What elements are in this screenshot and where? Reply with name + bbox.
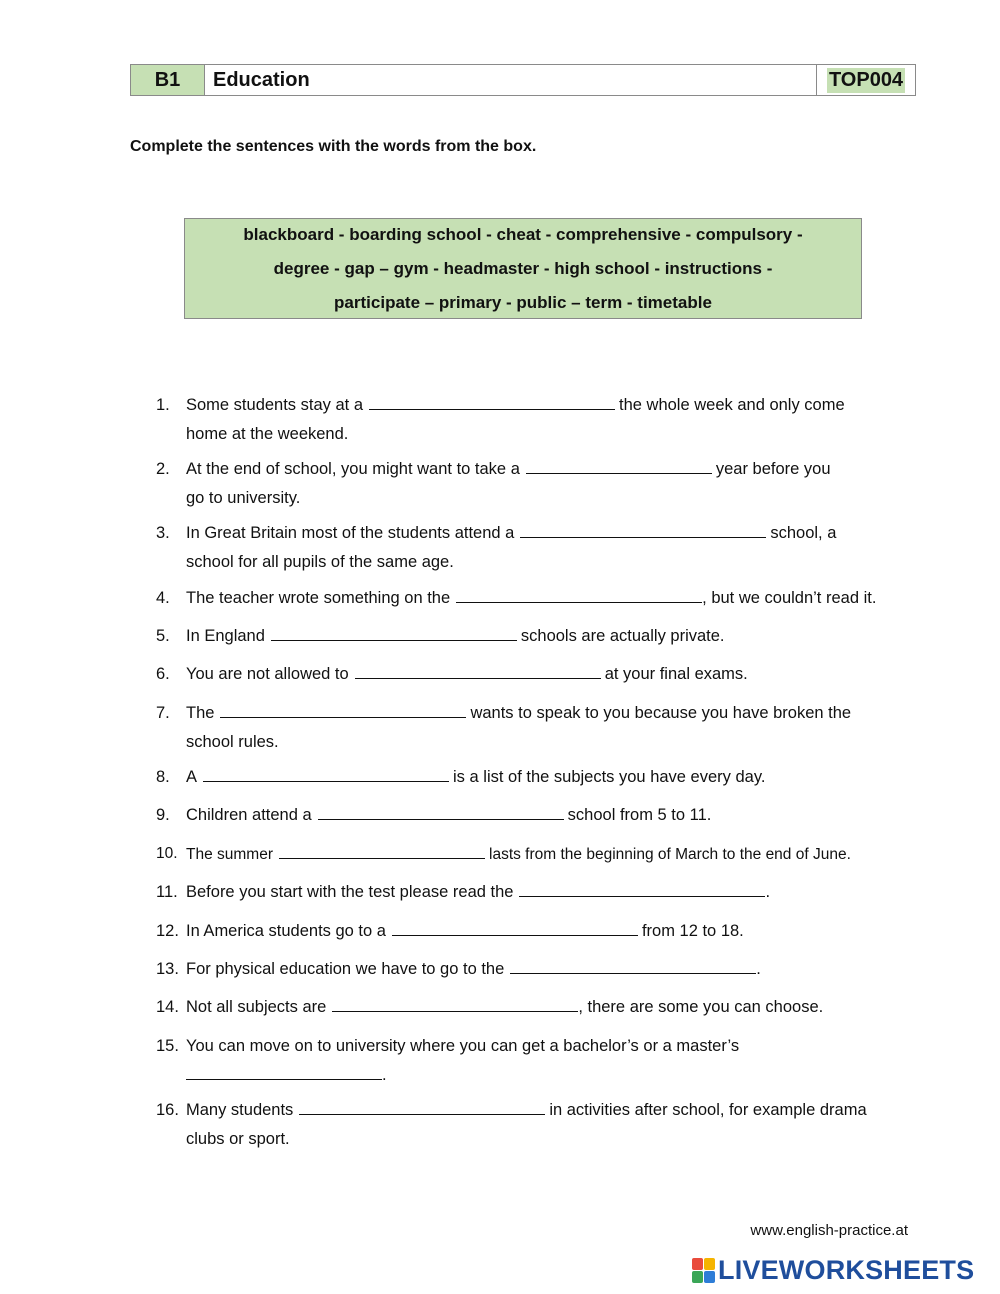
answer-blank[interactable] [186, 1066, 382, 1080]
item-number: 2. [156, 460, 170, 478]
sentence-text: Before you start with the test please read the [186, 883, 514, 901]
sentence-text: in activities after school, for example drama [549, 1101, 867, 1119]
sentence-text: schools are actually private. [520, 627, 725, 645]
answer-blank[interactable] [392, 922, 638, 936]
item-number: 7. [156, 704, 170, 722]
sentence-text: The [186, 704, 215, 722]
answer-blank[interactable] [220, 704, 466, 718]
sentence-text: , there are some you can choose. [578, 998, 824, 1016]
answer-blank[interactable] [203, 768, 449, 782]
sentence-text: In England [186, 627, 265, 645]
item-number: 9. [156, 806, 170, 824]
sentence-continuation: clubs or sport. [186, 1130, 290, 1148]
answer-blank[interactable] [526, 460, 712, 474]
sentence-text: year before you [715, 460, 831, 478]
sentence-continuation: school rules. [186, 733, 279, 751]
sentence-text: wants to speak to you because you have broken the [470, 704, 852, 722]
item-number: 10. [156, 845, 178, 862]
sentence-text: school from 5 to 11. [567, 806, 712, 824]
sentence-continuation: go to university. [186, 489, 301, 507]
sentence-text: For physical education we have to go to the [186, 960, 505, 978]
sentence-text: Not all subjects are [186, 998, 327, 1016]
sentence-continuation: school for all pupils of the same age. [186, 553, 454, 571]
item-number: 1. [156, 396, 170, 414]
sentence-text: In Great Britain most of the students attend a [186, 524, 515, 542]
item-number: 4. [156, 589, 170, 607]
answer-blank[interactable] [456, 589, 702, 603]
sentence-text: is a list of the subjects you have every day. [453, 768, 766, 786]
sentence-text: Some students stay at a [186, 396, 364, 414]
item-number: 13. [156, 960, 179, 978]
item-number: 14. [156, 998, 179, 1016]
sentence-text: You are not allowed to [186, 665, 349, 683]
sentence-text: school, a [770, 524, 837, 542]
answer-blank[interactable] [520, 524, 766, 538]
sentence-text: Children attend a [186, 806, 312, 824]
item-number: 3. [156, 524, 170, 542]
sentence-text: from 12 to 18. [641, 922, 744, 940]
item-number: 8. [156, 768, 170, 786]
sentence-text: , but we couldn’t read it. [702, 589, 877, 607]
sentence-text: . [756, 960, 761, 978]
header-table [130, 64, 916, 96]
item-number: 12. [156, 922, 179, 940]
sentence-text: The teacher wrote something on the [186, 589, 451, 607]
answer-blank[interactable] [299, 1101, 545, 1115]
answer-blank[interactable] [271, 627, 517, 641]
answer-blank[interactable] [332, 998, 578, 1012]
answer-blank[interactable] [279, 845, 485, 859]
answer-blank[interactable] [355, 665, 601, 679]
liveworksheets-icon [692, 1258, 714, 1282]
word-box-line: blackboard - boarding school - cheat - comprehensive - compulsory - [243, 224, 803, 244]
answer-blank[interactable] [318, 806, 564, 820]
brand-name: LIVEWORKSHEETS [718, 1254, 975, 1285]
instruction-text: Complete the sentences with the words from the box. [130, 138, 537, 155]
topic-cell: Education [205, 65, 817, 95]
website-link[interactable]: www.english-practice.at [750, 1222, 908, 1239]
code-cell [817, 65, 915, 95]
item-number: 6. [156, 665, 170, 683]
sentence-text: Many students [186, 1101, 294, 1119]
sentence-continuation: home at the weekend. [186, 425, 349, 443]
sentence-text: . [765, 883, 771, 901]
sentence-text: at your final exams. [604, 665, 748, 683]
answer-blank[interactable] [519, 883, 765, 897]
sentence-continuation: . [382, 1066, 387, 1084]
liveworksheets-logo [692, 1255, 974, 1285]
word-box-line: degree - gap – gym - headmaster - high school - instructions - [273, 258, 773, 278]
item-number: 11. [156, 883, 178, 901]
sentence-text: In America students go to a [186, 922, 386, 940]
level-cell: B1 [131, 65, 205, 95]
answer-blank[interactable] [510, 960, 756, 974]
sentence-text: The summer [186, 846, 273, 863]
sentence-text: the whole week and only come [619, 396, 845, 414]
sentence-text: You can move on to university where you can get a bachelor’s or a master’s [186, 1037, 740, 1055]
code-label: TOP004 [828, 68, 904, 91]
sentence-text: lasts from the beginning of March to the end of June. [489, 846, 851, 863]
item-number: 16. [156, 1101, 179, 1119]
item-number: 5. [156, 627, 170, 645]
sentence-text: At the end of school, you might want to take a [186, 460, 520, 478]
word-box [184, 218, 862, 319]
word-box-line: participate – primary - public – term - timetable [334, 292, 712, 312]
sentence-text: A [186, 768, 198, 786]
item-number: 15. [156, 1037, 179, 1055]
answer-blank[interactable] [369, 396, 615, 410]
